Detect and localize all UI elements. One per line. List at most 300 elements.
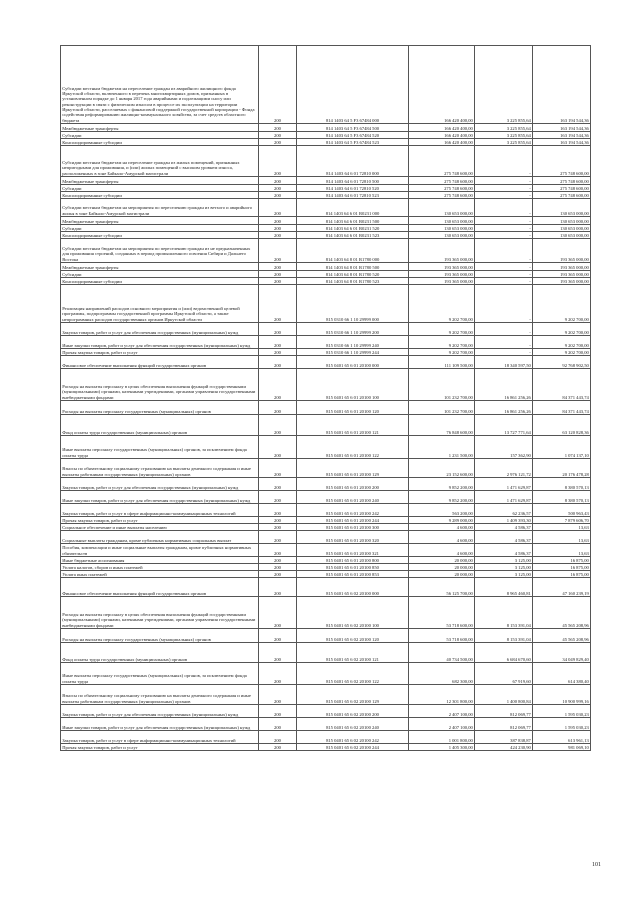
row-code-cell: 200 <box>259 239 297 263</box>
table-row <box>61 544 591 557</box>
row-code-cell: 200 <box>259 278 297 285</box>
row-remaining-cell: 193 365 000,00 <box>533 271 591 278</box>
row-remaining-cell: 163 194 544,36 <box>533 46 591 124</box>
table-row <box>61 217 591 225</box>
row-name-cell: Расходы на выплаты персоналу в целях обеспечения выполнения функций государственными (муниципальными) органами, казенными учреждениями, органами управления государственными внебюджетными фондами <box>61 369 259 401</box>
row-name-cell: Консолидированные субсидии <box>61 139 259 146</box>
row-kbk-cell: 815 0401 65 6 02 20100 242 <box>297 731 409 744</box>
row-name-cell: Прочая закупка товаров, работ и услуг <box>61 349 259 356</box>
row-kbk-cell: 815 0401 65 6 01 20100 129 <box>297 459 409 478</box>
row-code-cell: 200 <box>259 146 297 177</box>
row-remaining-cell: 16 875,00 <box>533 571 591 578</box>
table-row <box>61 663 591 685</box>
row-remaining-cell: 13,63 <box>533 524 591 531</box>
row-kbk-cell: 815 0401 65 6 02 20100 129 <box>297 685 409 705</box>
row-kbk-cell: 814 1403 64 5 F3 67484 520 <box>297 132 409 139</box>
row-code-cell: 200 <box>259 323 297 336</box>
table-row <box>61 685 591 705</box>
table-row <box>61 436 591 459</box>
table-row <box>61 524 591 531</box>
row-approved-cell: 130 653 000,00 <box>409 199 475 217</box>
row-name-cell: Субсидии <box>61 185 259 192</box>
row-code-cell: 200 <box>259 629 297 643</box>
row-kbk-cell: 815 0401 65 6 01 20100 850 <box>297 564 409 571</box>
row-name-cell: Расходы на выплаты персоналу в целях обеспечения выполнения функций государственными (муниципальными) органами, казенными учреждениями, органами управления государственными внебюджетными фондами <box>61 597 259 629</box>
row-code-cell: 200 <box>259 643 297 663</box>
row-name-cell: Иные закупки товаров, работ и услуг для обеспечения государственных (муниципальных) нужд <box>61 491 259 504</box>
row-kbk-cell: 815 0401 65 6 01 20100 300 <box>297 524 409 531</box>
row-remaining-cell: 9 202 700,00 <box>533 323 591 336</box>
row-approved-cell: 1 001 800,00 <box>409 731 475 744</box>
table-row <box>61 124 591 132</box>
table-row <box>61 571 591 578</box>
row-code-cell: 200 <box>259 285 297 323</box>
row-kbk-cell: 815 0310 66 1 10 29999 240 <box>297 336 409 349</box>
table-row <box>61 478 591 491</box>
row-name-cell: Уплата иных платежей <box>61 571 259 578</box>
row-approved-cell: 193 365 000,00 <box>409 278 475 285</box>
row-approved-cell: 9 289 000,00 <box>409 517 475 524</box>
row-code-cell: 200 <box>259 217 297 225</box>
row-approved-cell: 130 653 000,00 <box>409 225 475 232</box>
row-approved-cell: 4 600,00 <box>409 524 475 531</box>
row-code-cell: 200 <box>259 263 297 271</box>
table-row <box>61 146 591 177</box>
row-code-cell: 200 <box>259 336 297 349</box>
row-executed-cell: - <box>475 225 533 232</box>
row-approved-cell: 101 232 700,00 <box>409 401 475 415</box>
row-remaining-cell: 16 875,00 <box>533 557 591 564</box>
row-kbk-cell: 815 0401 65 6 02 20100 244 <box>297 744 409 751</box>
row-code-cell: 200 <box>259 436 297 459</box>
row-code-cell: 200 <box>259 46 297 124</box>
row-executed-cell: 812 069,77 <box>475 718 533 731</box>
row-code-cell: 200 <box>259 478 297 491</box>
row-approved-cell: 130 653 000,00 <box>409 232 475 239</box>
row-remaining-cell: 130 653 000,00 <box>533 217 591 225</box>
row-approved-cell: 2 407 100,00 <box>409 705 475 718</box>
table-row <box>61 232 591 239</box>
table-row <box>61 578 591 597</box>
table-row <box>61 46 591 124</box>
budget-execution-table <box>60 45 591 751</box>
row-executed-cell: 157 362,90 <box>475 436 533 459</box>
row-code-cell: 200 <box>259 491 297 504</box>
row-remaining-cell: 193 365 000,00 <box>533 239 591 263</box>
row-approved-cell: 682 300,00 <box>409 663 475 685</box>
table-row <box>61 271 591 278</box>
row-remaining-cell: 193 365 000,00 <box>533 263 591 271</box>
row-executed-cell: 67 919,60 <box>475 663 533 685</box>
row-name-cell: Межбюджетные трансферты <box>61 177 259 185</box>
row-name-cell: Иные выплаты персоналу государственных (муниципальных) органов, за исключением фонда оплаты труда <box>61 663 259 685</box>
row-kbk-cell: 815 0401 65 6 01 20100 800 <box>297 557 409 564</box>
row-name-cell: Фонд оплаты труда государственных (муниципальных) органов <box>61 415 259 436</box>
row-kbk-cell: 814 1403 64 6 01 72810 523 <box>297 192 409 199</box>
row-remaining-cell: 8 380 570,13 <box>533 491 591 504</box>
row-executed-cell: - <box>475 271 533 278</box>
row-code-cell: 200 <box>259 124 297 132</box>
row-executed-cell: - <box>475 232 533 239</box>
row-remaining-cell: 275 748 600,00 <box>533 146 591 177</box>
row-name-cell: Фонд оплаты труда государственных (муниципальных) органов <box>61 643 259 663</box>
row-executed-cell: 62 236,57 <box>475 504 533 517</box>
row-executed-cell: 3 125,00 <box>475 571 533 578</box>
row-remaining-cell: 7 879 606,70 <box>533 517 591 524</box>
row-remaining-cell: 1 595 030,23 <box>533 705 591 718</box>
row-remaining-cell: 130 653 000,00 <box>533 199 591 217</box>
row-remaining-cell: 130 653 000,00 <box>533 225 591 232</box>
row-code-cell: 200 <box>259 731 297 744</box>
row-approved-cell: 166 420 400,00 <box>409 139 475 146</box>
row-executed-cell: 16 861 256,26 <box>475 401 533 415</box>
row-kbk-cell: 814 1403 64 6 01 R0231 520 <box>297 225 409 232</box>
row-remaining-cell: 163 194 544,36 <box>533 132 591 139</box>
row-approved-cell: 275 748 600,00 <box>409 185 475 192</box>
row-name-cell: Иные бюджетные ассигнования <box>61 557 259 564</box>
table-row <box>61 401 591 415</box>
row-code-cell: 200 <box>259 192 297 199</box>
row-kbk-cell: 814 1403 64 8 01 R1780 523 <box>297 278 409 285</box>
row-approved-cell: 275 748 600,00 <box>409 177 475 185</box>
row-kbk-cell: 815 0401 65 6 01 20100 853 <box>297 571 409 578</box>
row-kbk-cell: 815 0401 65 6 01 20100 000 <box>297 356 409 369</box>
row-approved-cell: 76 848 600,00 <box>409 415 475 436</box>
row-approved-cell: 101 232 700,00 <box>409 369 475 401</box>
row-name-cell: Взносы по обязательному социальному страхованию на выплаты денежного содержания и иные выплаты работникам государственных (муниципальных) органов <box>61 685 259 705</box>
row-remaining-cell: 47 160 239,19 <box>533 578 591 597</box>
row-kbk-cell: 814 1403 64 8 01 R1780 520 <box>297 271 409 278</box>
row-executed-cell: 3 225 855,64 <box>475 124 533 132</box>
row-approved-cell: 563 200,00 <box>409 504 475 517</box>
row-code-cell: 200 <box>259 531 297 544</box>
row-name-cell: Социальное обеспечение и иные выплаты населению <box>61 524 259 531</box>
table-row <box>61 139 591 146</box>
row-remaining-cell: 63 120 828,36 <box>533 415 591 436</box>
row-code-cell: 200 <box>259 685 297 705</box>
row-name-cell: Межбюджетные трансферты <box>61 217 259 225</box>
row-name-cell: Закупка товаров, работ и услуг в сфере информационно-коммуникационных технологий <box>61 731 259 744</box>
row-executed-cell: 2 976 121,72 <box>475 459 533 478</box>
table-row <box>61 597 591 629</box>
row-name-cell: Закупка товаров, работ и услуг в сфере информационно-коммуникационных технологий <box>61 504 259 517</box>
row-name-cell: Иные закупки товаров, работ и услуг для обеспечения государственных (муниципальных) нужд <box>61 336 259 349</box>
row-kbk-cell: 815 0401 65 6 02 20100 120 <box>297 629 409 643</box>
row-remaining-cell: 163 194 544,36 <box>533 139 591 146</box>
row-name-cell: Межбюджетные трансферты <box>61 124 259 132</box>
row-code-cell: 200 <box>259 459 297 478</box>
row-remaining-cell: 614 380,40 <box>533 663 591 685</box>
row-approved-cell: 4 600,00 <box>409 544 475 557</box>
row-executed-cell: 3 225 855,64 <box>475 132 533 139</box>
row-approved-cell: 9 202 700,00 <box>409 323 475 336</box>
table-row <box>61 132 591 139</box>
row-remaining-cell: 130 653 000,00 <box>533 232 591 239</box>
row-name-cell: Пособия, компенсации и иные социальные выплаты гражданам, кроме публичных нормативных обязательств <box>61 544 259 557</box>
table-row <box>61 278 591 285</box>
table-row <box>61 531 591 544</box>
row-name-cell: Закупка товаров, работ и услуг для обеспечения государственных (муниципальных) нужд <box>61 323 259 336</box>
row-executed-cell: 3 125,00 <box>475 557 533 564</box>
row-kbk-cell: 814 1403 64 6 01 R0231 500 <box>297 217 409 225</box>
row-executed-cell: 8 965 460,81 <box>475 578 533 597</box>
row-kbk-cell: 815 0310 66 1 10 29999 200 <box>297 323 409 336</box>
table-row <box>61 557 591 564</box>
row-kbk-cell: 814 1403 64 8 01 R1780 500 <box>297 263 409 271</box>
row-kbk-cell: 815 0401 65 6 02 20100 200 <box>297 705 409 718</box>
row-code-cell: 200 <box>259 232 297 239</box>
row-approved-cell: 193 365 000,00 <box>409 239 475 263</box>
row-name-cell: Финансовое обеспечение выполнения функций государственных органов <box>61 578 259 597</box>
row-code-cell: 200 <box>259 718 297 731</box>
table-row <box>61 415 591 436</box>
row-approved-cell: 9 202 700,00 <box>409 349 475 356</box>
row-code-cell: 200 <box>259 225 297 232</box>
row-code-cell: 200 <box>259 544 297 557</box>
row-name-cell: Расходы на выплаты персоналу государственных (муниципальных) органов <box>61 629 259 643</box>
row-approved-cell: 20 000,00 <box>409 571 475 578</box>
row-code-cell: 200 <box>259 578 297 597</box>
row-kbk-cell: 815 0401 65 6 01 20100 122 <box>297 436 409 459</box>
row-approved-cell: 53 718 600,00 <box>409 629 475 643</box>
row-name-cell: Иные выплаты персоналу государственных (муниципальных) органов, за исключением фонда оплаты труда <box>61 436 259 459</box>
row-name-cell: Субсидии местным бюджетам на переселение граждан из аварийного жилищного фонда Иркутской области, включенного в перечень многоквартирных домов, признанных в установленном порядке до 1 января 2017 года аварийными и подлежащими сносу или реконструкции в связи с физическим износом в процессе их эксплуатации на территории Иркутской области, расселяемых с финансовой поддержкой государственной корпорации - Фонда содействия реформированию жилищно-коммунального хозяйства, за счет средств областного бюджета <box>61 46 259 124</box>
row-executed-cell: - <box>475 239 533 263</box>
row-approved-cell: 53 718 600,00 <box>409 597 475 629</box>
row-executed-cell: 1 400 800,84 <box>475 685 533 705</box>
table-row <box>61 705 591 718</box>
row-name-cell: Реализация направлений расходов основного мероприятия и (или) ведомственной целевой программы, подпрограммы государственной программы Иркутской области, а также непрограммных расходов государственных органов Иркутской области <box>61 285 259 323</box>
row-name-cell: Финансовое обеспечение выполнения функций государственных органов <box>61 356 259 369</box>
table-row <box>61 517 591 524</box>
table-row <box>61 744 591 751</box>
row-code-cell: 200 <box>259 177 297 185</box>
row-executed-cell: 3 225 855,64 <box>475 139 533 146</box>
row-remaining-cell: 981 069,10 <box>533 744 591 751</box>
row-executed-cell: - <box>475 177 533 185</box>
row-kbk-cell: 814 1403 64 6 01 R0231 523 <box>297 232 409 239</box>
row-executed-cell: - <box>475 185 533 192</box>
row-executed-cell: 3 225 855,64 <box>475 46 533 124</box>
row-remaining-cell: 9 202 700,00 <box>533 349 591 356</box>
row-executed-cell: - <box>475 192 533 199</box>
row-code-cell: 200 <box>259 597 297 629</box>
row-remaining-cell: 275 748 600,00 <box>533 185 591 192</box>
row-executed-cell: 4 586,37 <box>475 531 533 544</box>
table-row <box>61 185 591 192</box>
row-kbk-cell: 815 0310 66 1 10 29999 244 <box>297 349 409 356</box>
row-name-cell: Прочая закупка товаров, работ и услуг <box>61 517 259 524</box>
row-remaining-cell: 500 963,43 <box>533 504 591 517</box>
row-remaining-cell: 20 176 478,28 <box>533 459 591 478</box>
row-kbk-cell: 814 1403 64 5 F3 67484 523 <box>297 139 409 146</box>
table-row <box>61 369 591 401</box>
row-remaining-cell: 13,63 <box>533 544 591 557</box>
row-name-cell: Субсидии местным бюджетам на мероприятия по переселению граждан из не предназначенных для проживания строений, созданных в период промышленного освоения Сибири и Дальнего Востока <box>61 239 259 263</box>
row-code-cell: 200 <box>259 185 297 192</box>
row-executed-cell: 18 340 597,50 <box>475 356 533 369</box>
row-approved-cell: 111 109 500,00 <box>409 356 475 369</box>
row-remaining-cell: 613 961,13 <box>533 731 591 744</box>
table-row <box>61 225 591 232</box>
row-approved-cell: 9 202 700,00 <box>409 285 475 323</box>
row-remaining-cell: 10 900 999,16 <box>533 685 591 705</box>
row-code-cell: 200 <box>259 663 297 685</box>
row-kbk-cell: 814 1403 64 6 01 R0231 000 <box>297 199 409 217</box>
row-executed-cell: - <box>475 285 533 323</box>
row-approved-cell: 4 600,00 <box>409 531 475 544</box>
row-kbk-cell: 815 0401 65 6 01 20100 321 <box>297 544 409 557</box>
row-executed-cell: - <box>475 278 533 285</box>
row-remaining-cell: 8 380 570,13 <box>533 478 591 491</box>
row-code-cell: 200 <box>259 199 297 217</box>
row-kbk-cell: 815 0401 65 6 01 20100 200 <box>297 478 409 491</box>
row-remaining-cell: 34 049 829,40 <box>533 643 591 663</box>
row-approved-cell: 193 365 000,00 <box>409 263 475 271</box>
row-kbk-cell: 814 1403 64 6 01 72810 000 <box>297 146 409 177</box>
row-kbk-cell: 815 0401 65 6 01 20100 244 <box>297 517 409 524</box>
row-remaining-cell: 92 768 902,50 <box>533 356 591 369</box>
row-name-cell: Взносы по обязательному социальному страхованию на выплаты денежного содержания и иные выплаты работникам государственных (муниципальных) органов <box>61 459 259 478</box>
row-name-cell: Консолидированные субсидии <box>61 278 259 285</box>
table-row <box>61 491 591 504</box>
row-remaining-cell: 45 565 208,96 <box>533 629 591 643</box>
row-code-cell: 200 <box>259 564 297 571</box>
row-approved-cell: 9 202 700,00 <box>409 336 475 349</box>
row-name-cell: Межбюджетные трансферты <box>61 263 259 271</box>
row-name-cell: Закупка товаров, работ и услуг для обеспечения государственных (муниципальных) нужд <box>61 478 259 491</box>
row-code-cell: 200 <box>259 369 297 401</box>
row-executed-cell: - <box>475 217 533 225</box>
row-kbk-cell: 814 1403 64 8 01 R1780 000 <box>297 239 409 263</box>
row-kbk-cell: 815 0401 65 6 02 20100 121 <box>297 643 409 663</box>
row-approved-cell: 166 420 400,00 <box>409 132 475 139</box>
row-code-cell: 200 <box>259 349 297 356</box>
row-approved-cell: 1 231 500,00 <box>409 436 475 459</box>
row-approved-cell: 40 734 500,00 <box>409 643 475 663</box>
row-kbk-cell: 814 1403 64 6 01 72810 500 <box>297 177 409 185</box>
row-executed-cell: 4 586,37 <box>475 524 533 531</box>
row-name-cell: Субсидии местным бюджетам на мероприятия по переселению граждан из ветхого и аварийного жилья в зоне Байкало-Амурской магистрали <box>61 199 259 217</box>
row-executed-cell: 1 471 629,87 <box>475 491 533 504</box>
row-approved-cell: 1 405 300,00 <box>409 744 475 751</box>
row-code-cell: 200 <box>259 524 297 531</box>
row-kbk-cell: 815 0401 65 6 01 20100 100 <box>297 369 409 401</box>
table-row <box>61 629 591 643</box>
row-name-cell: Консолидированные субсидии <box>61 192 259 199</box>
row-executed-cell: - <box>475 349 533 356</box>
row-name-cell: Прочая закупка товаров, работ и услуг <box>61 744 259 751</box>
table-row <box>61 239 591 263</box>
row-approved-cell: 130 653 000,00 <box>409 217 475 225</box>
table-row <box>61 192 591 199</box>
row-approved-cell: 56 125 700,00 <box>409 578 475 597</box>
row-remaining-cell: 9 202 700,00 <box>533 336 591 349</box>
row-code-cell: 200 <box>259 705 297 718</box>
row-kbk-cell: 815 0310 66 1 10 29999 000 <box>297 285 409 323</box>
row-code-cell: 200 <box>259 415 297 436</box>
row-kbk-cell: 815 0401 65 6 01 20100 242 <box>297 504 409 517</box>
row-kbk-cell: 814 1403 64 6 01 72810 520 <box>297 185 409 192</box>
row-approved-cell: 275 748 600,00 <box>409 146 475 177</box>
row-kbk-cell: 814 1403 64 5 F3 67484 000 <box>297 46 409 124</box>
row-approved-cell: 166 420 400,00 <box>409 46 475 124</box>
row-code-cell: 200 <box>259 271 297 278</box>
row-kbk-cell: 815 0401 65 6 02 20100 000 <box>297 578 409 597</box>
row-executed-cell: 16 861 256,26 <box>475 369 533 401</box>
row-executed-cell: 6 684 670,60 <box>475 643 533 663</box>
table-row <box>61 336 591 349</box>
row-remaining-cell: 16 875,00 <box>533 564 591 571</box>
row-remaining-cell: 275 748 600,00 <box>533 177 591 185</box>
row-code-cell: 200 <box>259 139 297 146</box>
row-executed-cell: 8 153 391,04 <box>475 597 533 629</box>
table-row <box>61 643 591 663</box>
row-kbk-cell: 815 0401 65 6 01 20100 320 <box>297 531 409 544</box>
table-row <box>61 323 591 336</box>
row-name-cell: Субсидии <box>61 225 259 232</box>
row-approved-cell: 20 000,00 <box>409 564 475 571</box>
row-kbk-cell: 814 1403 64 5 F3 67484 500 <box>297 124 409 132</box>
table-row <box>61 564 591 571</box>
row-code-cell: 200 <box>259 744 297 751</box>
row-executed-cell: 812 069,77 <box>475 705 533 718</box>
row-executed-cell: - <box>475 146 533 177</box>
row-remaining-cell: 1 074 137,10 <box>533 436 591 459</box>
row-approved-cell: 275 748 600,00 <box>409 192 475 199</box>
row-code-cell: 200 <box>259 504 297 517</box>
row-name-cell: Социальные выплаты гражданам, кроме публичных нормативных социальных выплат <box>61 531 259 544</box>
row-approved-cell: 12 301 800,00 <box>409 685 475 705</box>
row-approved-cell: 9 852 200,00 <box>409 491 475 504</box>
table-row <box>61 718 591 731</box>
table-row <box>61 356 591 369</box>
row-code-cell: 200 <box>259 571 297 578</box>
row-code-cell: 200 <box>259 517 297 524</box>
row-kbk-cell: 815 0401 65 6 01 20100 121 <box>297 415 409 436</box>
row-approved-cell: 166 420 400,00 <box>409 124 475 132</box>
row-approved-cell: 23 152 600,00 <box>409 459 475 478</box>
row-executed-cell: - <box>475 199 533 217</box>
row-executed-cell: - <box>475 336 533 349</box>
row-code-cell: 200 <box>259 356 297 369</box>
table-row <box>61 263 591 271</box>
row-name-cell: Уплата налогов, сборов и иных платежей <box>61 564 259 571</box>
row-executed-cell: 3 125,00 <box>475 564 533 571</box>
row-remaining-cell: 193 365 000,00 <box>533 278 591 285</box>
row-code-cell: 200 <box>259 132 297 139</box>
table-row <box>61 349 591 356</box>
row-name-cell: Субсидии местным бюджетам на переселение граждан из жилых помещений, признанных непригодными для проживания, и (или) жилых помещений с высоким уровнем износа, расположенных в зоне Байкало-Амурской магистрали <box>61 146 259 177</box>
row-name-cell: Закупка товаров, работ и услуг для обеспечения государственных (муниципальных) нужд <box>61 705 259 718</box>
row-remaining-cell: 84 371 443,74 <box>533 401 591 415</box>
table-row <box>61 731 591 744</box>
row-remaining-cell: 9 202 700,00 <box>533 285 591 323</box>
row-name-cell: Консолидированные субсидии <box>61 232 259 239</box>
row-kbk-cell: 815 0401 65 6 02 20100 122 <box>297 663 409 685</box>
row-executed-cell: 424 230,90 <box>475 744 533 751</box>
row-executed-cell: 1 409 393,30 <box>475 517 533 524</box>
row-remaining-cell: 163 194 544,36 <box>533 124 591 132</box>
row-remaining-cell: 1 595 030,23 <box>533 718 591 731</box>
row-remaining-cell: 13,63 <box>533 531 591 544</box>
table-row <box>61 285 591 323</box>
row-name-cell: Иные закупки товаров, работ и услуг для обеспечения государственных (муниципальных) нужд <box>61 718 259 731</box>
row-remaining-cell: 45 565 208,96 <box>533 597 591 629</box>
row-kbk-cell: 815 0401 65 6 01 20100 240 <box>297 491 409 504</box>
row-name-cell: Расходы на выплаты персоналу государственных (муниципальных) органов <box>61 401 259 415</box>
row-code-cell: 200 <box>259 557 297 564</box>
